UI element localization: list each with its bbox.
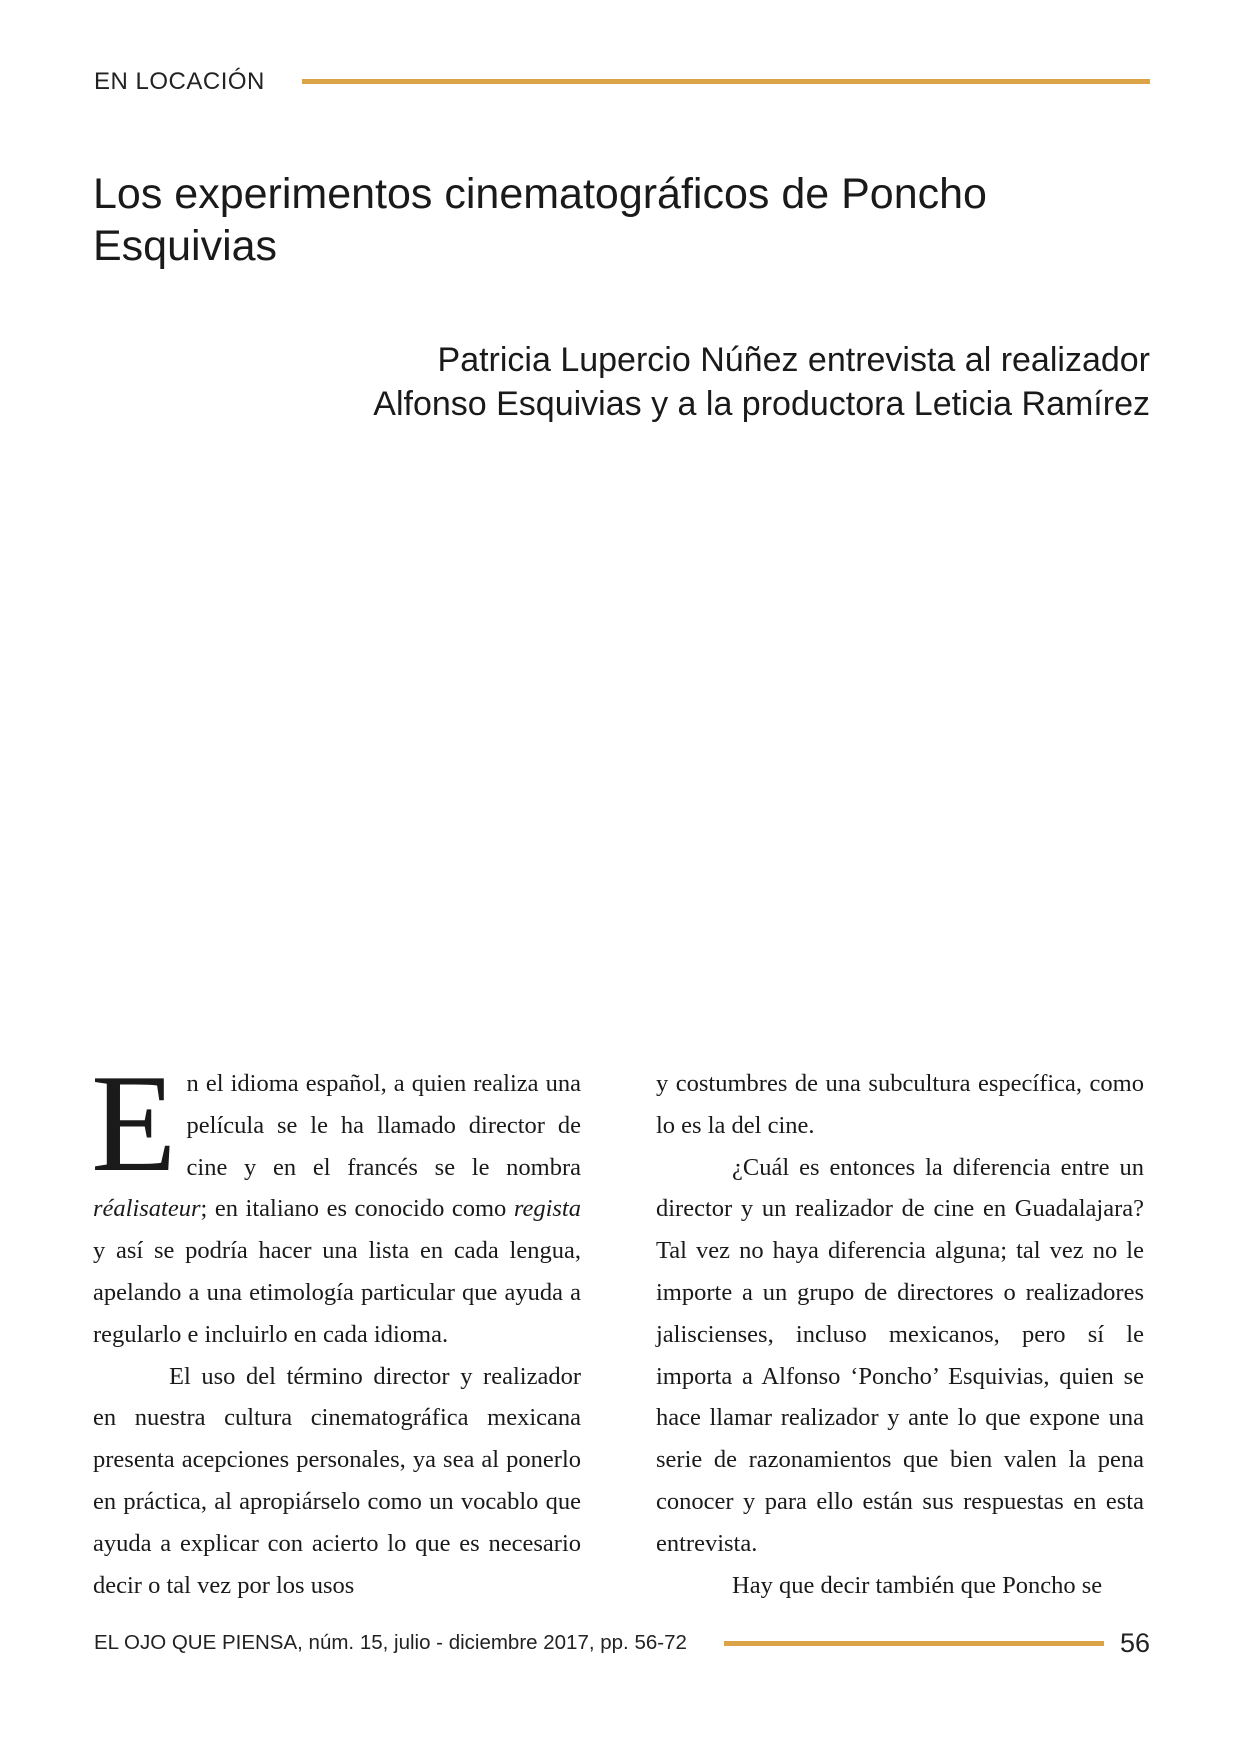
body-text: n el idioma español, a quien realiza una película se le ha llamado director de cine y en el francés se le nombra — [186, 1070, 581, 1181]
body-paragraph: El uso del término director y realizador en nuestra cultura cinematográfica mexicana presenta acepciones personales, ya sea al ponerlo en práctica, al apropiárselo como un vocablo que ayuda a explicar con acierto lo que es necesario decir o tal vez por los usos — [93, 1362, 581, 1599]
body-paragraph: y costumbres de una subcultura específica, como lo es la del cine. — [656, 1070, 1144, 1139]
foreign-term: regista — [513, 1195, 581, 1223]
section-rule — [302, 79, 1150, 84]
page-footer — [94, 1626, 1150, 1660]
foreign-term: réalisateur — [93, 1195, 201, 1223]
section-label: EN LOCACIÓN — [94, 68, 265, 95]
body-paragraph: Hay que decir también que Poncho se — [732, 1571, 1103, 1599]
article-subtitle — [190, 338, 1150, 426]
body-paragraph — [91, 1046, 581, 1356]
body-column-left — [91, 1046, 581, 1606]
journal-citation: EL OJO QUE PIENSA, núm. 15, julio - diciembre 2017, pp. 56-72 — [94, 1631, 687, 1654]
footer-rule — [724, 1641, 1104, 1646]
drop-cap: E — [91, 1046, 177, 1201]
article-title: Los experimentos cinematográficos de Poncho Esquivias — [93, 170, 987, 270]
body-column-right — [656, 1063, 1144, 1606]
body-text: ; en italiano es conocido como — [200, 1195, 514, 1223]
subtitle-line: Alfonso Esquivias y a la productora Leticia Ramírez — [373, 385, 1150, 423]
section-header — [94, 66, 1150, 98]
page-number: 56 — [1119, 1628, 1150, 1658]
body-text: y así se podría hacer una lista en cada lengua, apelando a una etimología particular que ayuda a regularlo e incluirlo en cada idioma. — [93, 1237, 581, 1348]
body-paragraph: ¿Cuál es entonces la diferencia entre un director y un realizador de cine en Guadalajara? Tal vez no haya diferencia alguna; tal vez no le importe a un grupo de directores o realizadores jaliscienses, incluso mexicanos, pero sí le importa a Alfonso ‘Poncho’ Esquivias, quien se hace llamar realizador y ante lo que expone una serie de razonamientos que bien valen la pena conocer y para ello están sus respuestas en esta entrevista. — [656, 1153, 1144, 1557]
subtitle-line: Patricia Lupercio Núñez entrevista al realizador — [437, 341, 1150, 379]
